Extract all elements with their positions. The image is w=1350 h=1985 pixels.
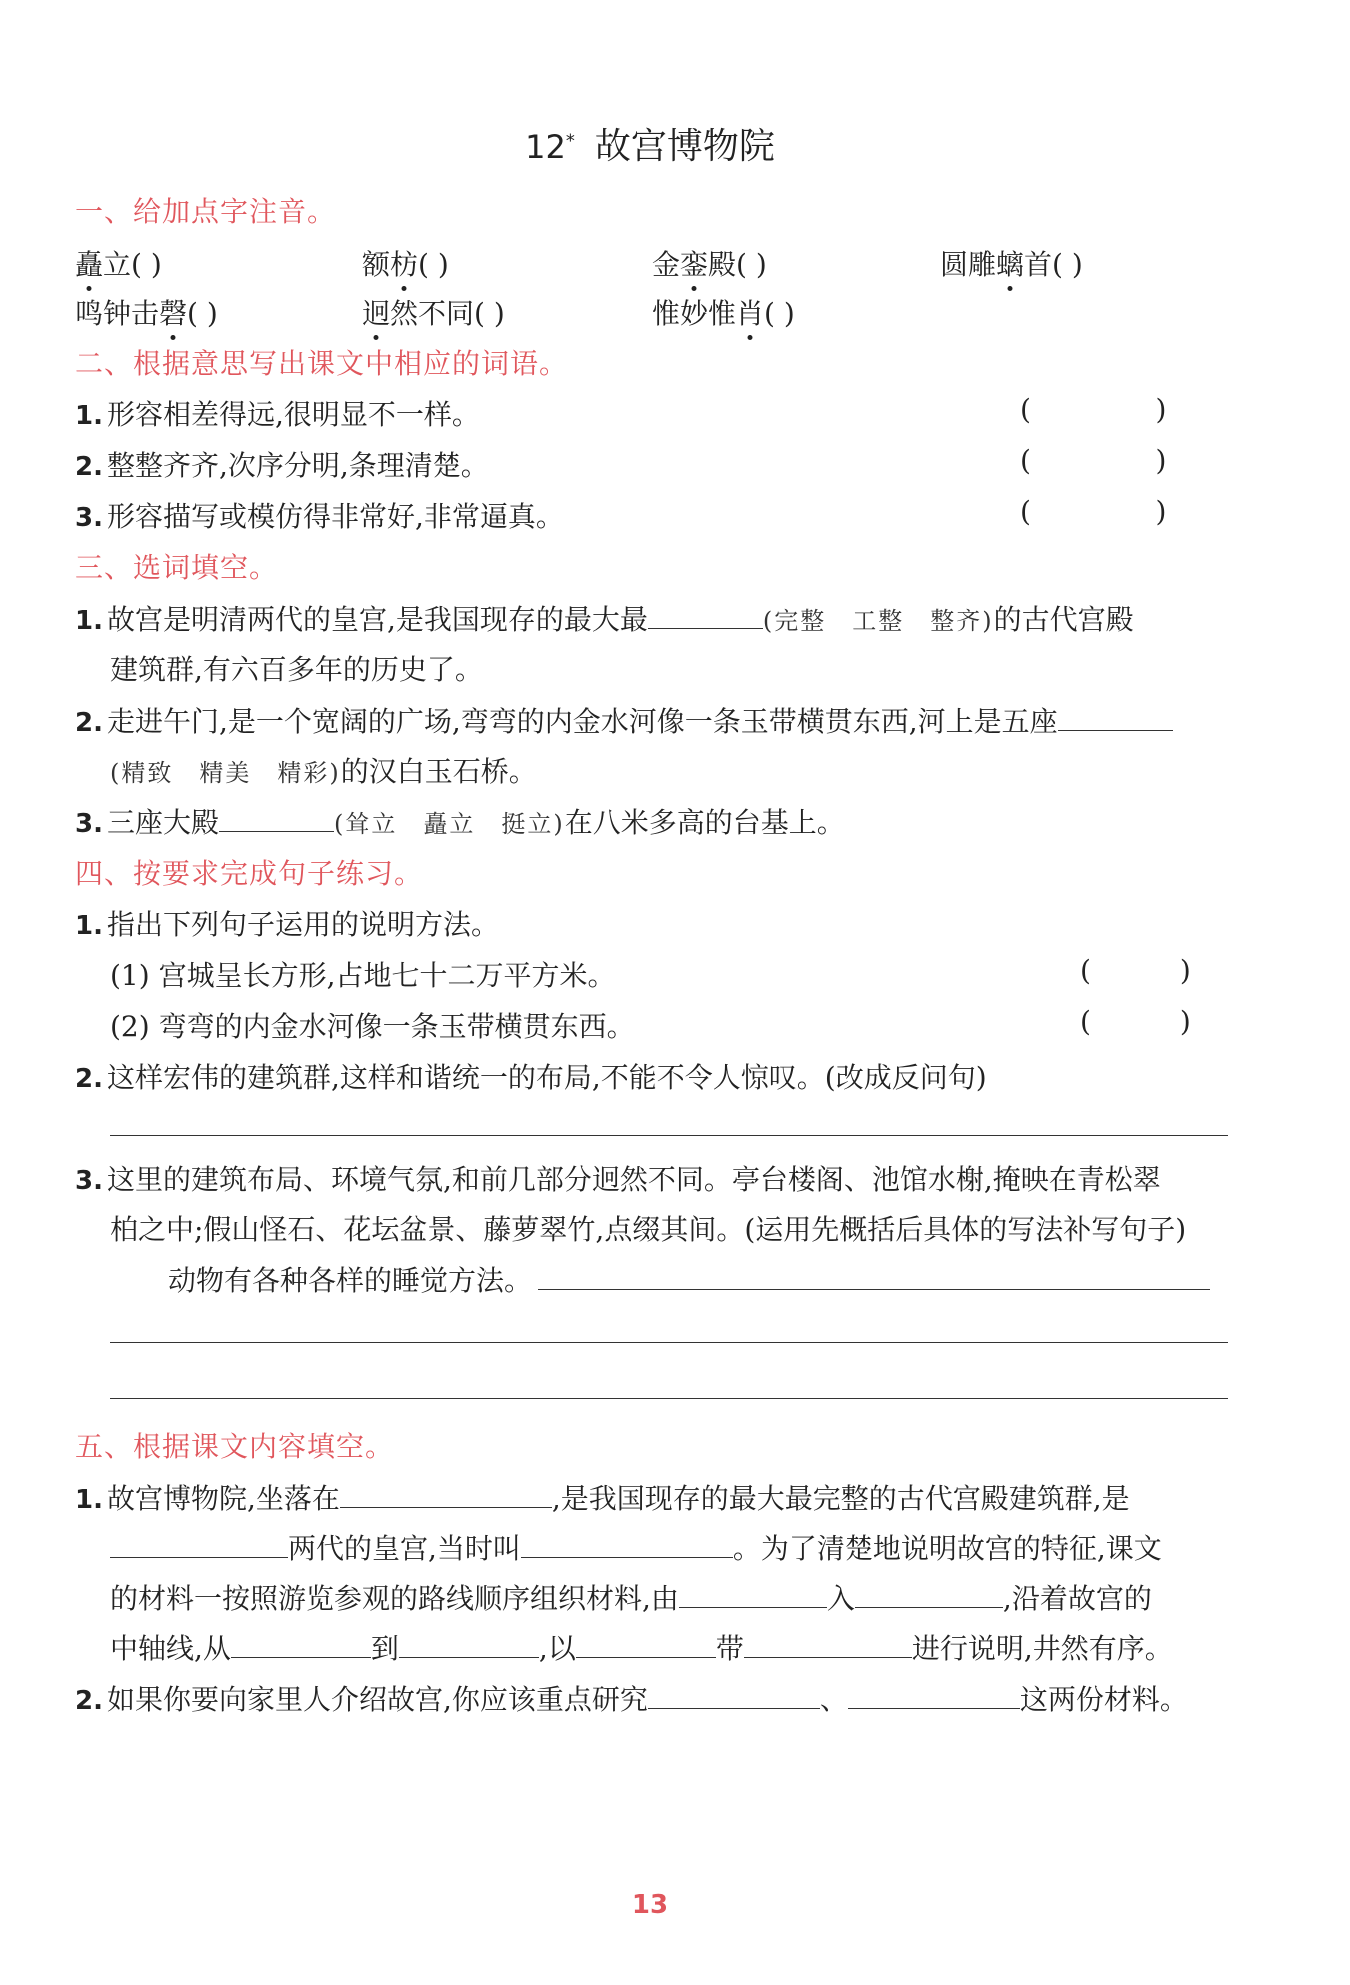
answer-blank[interactable] [848,1682,1020,1709]
answer-parens[interactable]: ( ) [418,248,449,281]
question-item: 2. 这样宏伟的建筑群,这样和谐统一的布局,不能不令人惊叹。(改成反问句) [75,1061,987,1094]
sub-question: (2) 弯弯的内金水河像一条玉带横贯东西。 [110,1010,635,1043]
section-1-heading: 一、给加点字注音。 [75,195,337,228]
answer-blank[interactable] [648,1682,820,1709]
pinyin-item: 额枋( ) [362,243,449,283]
sub-question: (1) 宫城呈长方形,占地七十二万平方米。 [110,959,616,992]
answer-parens[interactable]: ( ) [187,297,218,330]
question-item: 1. 形容相差得远,很明显不一样。 [75,398,480,431]
pinyin-item: 矗立( ) [75,243,162,283]
answer-parens[interactable]: ( ) [474,297,505,330]
question-item: 1. 指出下列句子运用的说明方法。 [75,908,499,941]
question-line: 中轴线,从 到 ,以 带 进行说明,井然有序。 [110,1632,1173,1665]
answer-parens[interactable]: ( ) [1080,954,1191,987]
question-item: 2. 如果你要向家里人介绍故宫,你应该重点研究 、 这两份材料。 [75,1683,1188,1716]
question-item: 1. 故宫是明清两代的皇宫,是我国现存的最大最 (完整 工整 整齐)的古代宫殿 [75,603,1134,636]
pinyin-item: 金銮殿( ) [652,243,767,283]
answer-blank[interactable] [1058,704,1173,731]
answer-parens[interactable]: ( ) [131,248,162,281]
pinyin-item: 惟妙惟肖( ) [652,292,795,332]
question-line: 两代的皇宫,当时叫 。为了清楚地说明故宫的特征,课文 [110,1527,1162,1567]
answer-blank[interactable] [521,1531,733,1558]
lesson-title [0,118,1300,169]
answer-line[interactable] [110,1342,1228,1343]
answer-parens[interactable]: ( ) [1020,495,1167,528]
page-number: 13 [631,1890,669,1920]
answer-blank[interactable] [576,1631,716,1658]
section-4-heading: 四、按要求完成句子练习。 [75,857,424,890]
question-item: 2. 走进午门,是一个宽阔的广场,弯弯的内金水河像一条玉带横贯东西,河上是五座 [75,700,1173,740]
question-line: 柏之中;假山怪石、花坛盆景、藤萝翠竹,点缀其间。(运用先概括后具体的写法补写句子) [110,1213,1187,1246]
answer-line[interactable] [110,1135,1228,1136]
answer-blank[interactable] [399,1631,539,1658]
answer-blank[interactable] [110,1531,288,1558]
question-item: 2. 整整齐齐,次序分明,条理清楚。 [75,449,489,482]
answer-parens[interactable]: ( ) [1080,1005,1191,1038]
section-3-heading: 三、选词填空。 [75,551,279,584]
section-5-heading: 五、根据课文内容填空。 [75,1430,395,1463]
answer-parens[interactable]: ( ) [1020,444,1167,477]
question-item: 3. 形容描写或模仿得非常好,非常逼真。 [75,500,564,533]
section-2-heading: 二、根据意思写出课文中相应的词语。 [75,347,569,380]
pinyin-item: 鸣钟击磬( ) [75,292,218,332]
lesson-number: 12* [525,128,575,166]
question-item: 1. 故宫博物院,坐落在 ,是我国现存的最大最完整的古代宫殿建筑群,是 [75,1482,1130,1515]
question-item: 3. 三座大殿 (耸立 矗立 挺立)在八米多高的台基上。 [75,806,845,839]
answer-line[interactable] [110,1398,1228,1399]
lesson-title-text: 故宫博物院 [594,126,775,167]
question-line: (精致 精美 精彩)的汉白玉石桥。 [110,755,537,788]
answer-blank[interactable] [340,1481,552,1508]
answer-parens[interactable]: ( ) [764,297,795,330]
question-line: 动物有各种各样的睡觉方法。 [168,1259,1210,1299]
pinyin-item: 圆雕螭首( ) [940,243,1083,283]
answer-parens[interactable]: ( ) [1052,248,1083,281]
question-line: 的材料一按照游览参观的路线顺序组织材料,由 入 ,沿着故宫的 [110,1582,1152,1615]
question-line: 建筑群,有六百多年的历史了。 [110,653,483,686]
answer-blank[interactable] [744,1631,912,1658]
answer-parens[interactable]: ( ) [1020,393,1167,426]
answer-blank[interactable] [538,1263,1210,1290]
question-item: 3. 这里的建筑布局、环境气氛,和前几部分迥然不同。亭台楼阁、池馆水榭,掩映在青松翠 [75,1163,1161,1196]
answer-blank[interactable] [219,805,334,832]
answer-blank[interactable] [855,1581,1003,1608]
answer-parens[interactable]: ( ) [736,248,767,281]
pinyin-item: 迥然不同( ) [362,292,505,332]
answer-blank[interactable] [679,1581,827,1608]
answer-blank[interactable] [648,602,763,629]
answer-blank[interactable] [231,1631,371,1658]
